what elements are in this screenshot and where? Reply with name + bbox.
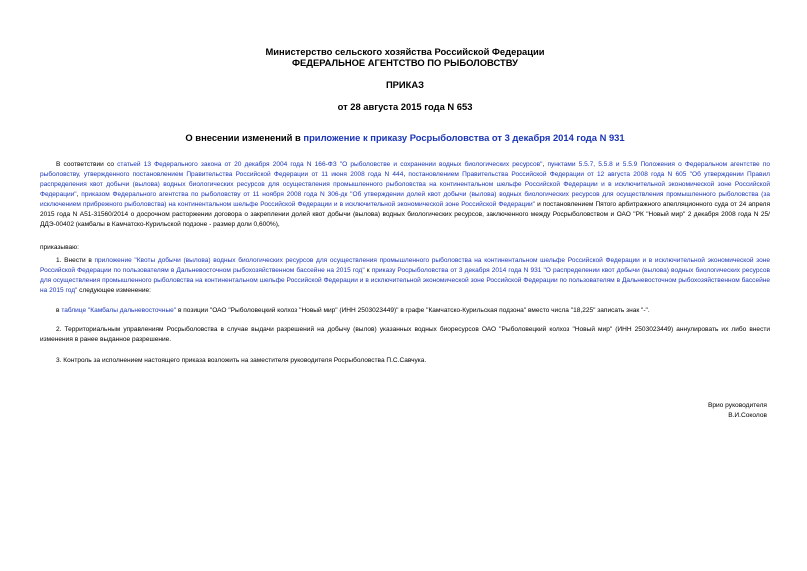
text-fragment: В соответствии со	[56, 161, 118, 168]
text-fragment: ,	[542, 161, 548, 168]
text-fragment: к	[364, 267, 372, 274]
order-word: приказываю:	[40, 244, 79, 251]
item-1-paragraph	[40, 256, 770, 296]
order-931-link[interactable]: приказу Росрыболовства от 3 декабря 2014 года N 931 "О распределении квот добычи (вылова) водных биологических ресурсов для осуществления промышленного рыболовства на континентальном шельфе Российской Федерации и в исключительной экономической зоне Российской Федерации по пользователям в Дальневосточном рыбохозяйственном бассейне на 2015 год"	[40, 267, 770, 294]
table-link[interactable]: таблице "Камбалы дальневосточные"	[61, 307, 177, 314]
text-fragment: ,	[76, 191, 82, 198]
document-date-number: от 28 августа 2015 года N 653	[337, 101, 473, 112]
signature-name: В.И.Соколов	[728, 412, 767, 419]
text-fragment: 1. Внести в	[56, 257, 95, 264]
item-3-paragraph: 3. Контроль за исполнением настоящего приказа возложить на заместителя руководителя Росрыболовства П.С.Савчука.	[56, 357, 427, 364]
item-2-paragraph: 2. Территориальным управлениям Росрыболовства в случае выдачи разрешений на добычу (вылов) указанных водных биоресурсов ОАО "Рыболовецкий колхоз "Новый мир" (ИНН 2503023449) аннулировать их либо внести изменения в ранее выданное разрешение.	[40, 326, 770, 343]
ministry-name: Министерство сельского хозяйства Российской Федерации	[265, 46, 545, 57]
text-fragment: следующее изменение:	[77, 287, 151, 294]
signature-position: Врио руководителя	[707, 402, 767, 409]
appendix-link[interactable]: приложение "Квоты добычи (вылова) водных биологических ресурсов для осуществления промышленного рыболовства на континентальном шельфе Российской Федерации и в исключительной экономической зоне Российской Федерации по пользователям в Дальневосточном рыбохозяйственном бассейне на 2015 год"	[40, 257, 770, 274]
document-type: ПРИКАЗ	[385, 79, 425, 90]
subject-link[interactable]: приложение к приказу Росрыболовства от 3 декабря 2014 года N 931	[303, 132, 625, 143]
text-fragment: ,	[403, 171, 409, 178]
government-decree-link[interactable]: постановлением Правительства Российской Федерации от 12 августа 2008 года N 605 "Об утверждении Правил распределения квот добычи (вылова) водных биологических ресурсов для осуществления промышленного рыболовства на континентальном шельфе Российской Федерации и в исключительной экономической зоне Российской Федерации"	[40, 171, 770, 198]
agency-name: ФЕДЕРАЛЬНОЕ АГЕНТСТВО ПО РЫБОЛОВСТВУ	[292, 57, 518, 68]
text-fragment: в позиции "ОАО "Рыболовецкий колхоз "Новый мир" (ИНН 2503023449)" в графе "Камчатско-Курильская подзона" вместо числа "18,225" записать знак "-".	[176, 307, 650, 314]
preamble-paragraph	[40, 160, 770, 230]
table-change-paragraph	[40, 306, 770, 316]
document-subject	[40, 132, 770, 143]
text-fragment: в	[56, 307, 62, 314]
subject-prefix: О внесении изменений в	[185, 132, 304, 143]
agency-order-link[interactable]: приказом Федерального агентства по рыболовству от 11 ноября 2008 года N 306-дк "Об утверждении долей квот добычи (вылова) водных биологических ресурсов для осуществления промышленного рыболовства (за исключением прибрежного рыболовства) на континентальном шельфе Российской Федерации и в исключительной экономической зоне Российской Федерации"	[40, 191, 770, 208]
text-fragment: и постановлением Пятого арбитражного апелляционного суда от 24 апреля 2015 года N А51-31560/2014 о досрочном расторжении договора о закреплении долей квот добычи (вылова) водных биологических ресурсов, заключенного между Росрыболовством и ОАО "РК "Новый мир" 2 декабря 2008 года N 25/ДДЭ-00402 (камбалы в Камчатско-Курильской подзоне - размер доли 0,600%),	[40, 201, 770, 228]
law-link[interactable]: статьей 13 Федерального закона от 20 декабря 2004 года N 166-ФЗ "О рыболовстве и сохранении водных биологических ресурсов"	[117, 161, 543, 168]
regulation-link[interactable]: пунктами 5.5.7, 5.5.8 и 5.5.9 Положения о Федеральном агентстве по рыболовству, утвержденного постановлением Правительства Российской Федерации от 11 июня 2008 года N 444	[40, 161, 770, 178]
